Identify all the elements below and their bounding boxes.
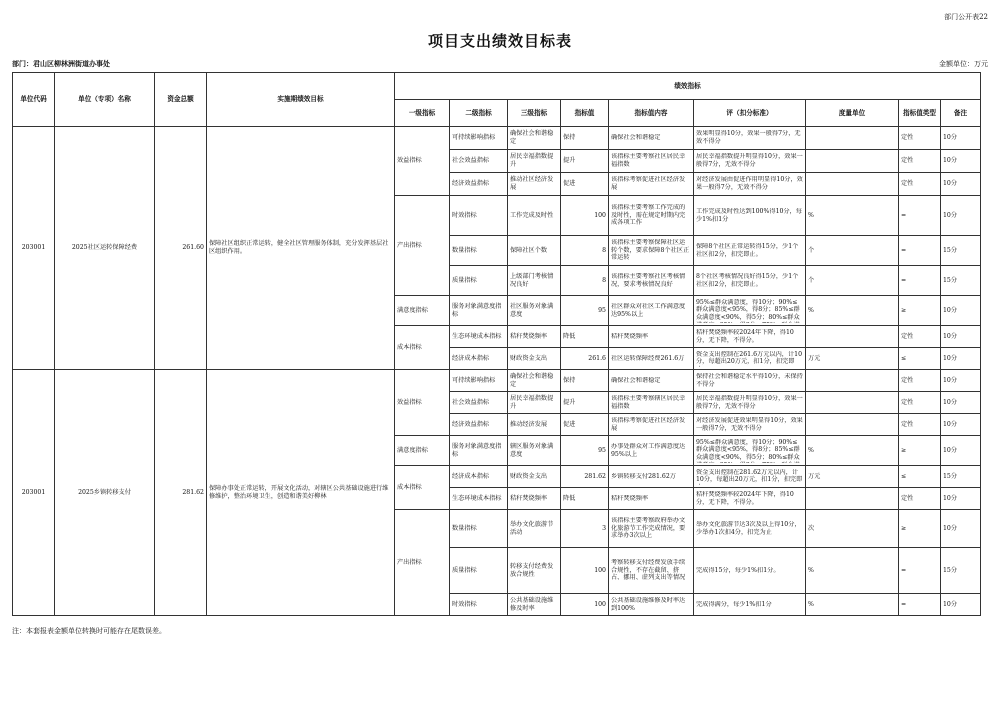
footer-note: 注：本套报表金额单位转换时可能存在尾数误差。 [12,627,166,635]
measure-cell: % [806,196,899,236]
score-cell [694,296,806,326]
content-text: 该指标主要考察工作完成的及时性，需在规定时期内完成各项工作 [611,203,686,227]
note-cell: 10分 [941,594,981,616]
measure-cell [806,414,899,436]
level3-cell: 辖区服务对象满意度 [508,436,561,466]
note-cell: 10分 [941,436,981,466]
score-text: 居民幸福指数提升明显得10分，效果一般得7分，无效不得分 [696,153,803,168]
level3-cell: 确保社会和谐稳定 [508,370,561,392]
level3-cell: 秸秆焚烧频率 [508,488,561,510]
content-cell [609,236,694,266]
value-cell: 保持 [561,370,609,392]
level1-cell: 满意度指标 [395,296,450,326]
level2-cell: 经济成本指标 [450,466,508,488]
type-cell: 定性 [899,414,941,436]
header-measure: 度量单位 [806,100,899,127]
note-cell: 10分 [941,414,981,436]
type-cell: 定性 [899,370,941,392]
table-row [13,370,981,392]
value-cell: 8 [561,266,609,296]
score-text: 95%≤群众满意度，得10分；90%≤群众满意度<95%，得8分；85%≤群众满意度<90%，得5分；80%≤群众 [696,438,800,461]
measure-cell: 万元 [806,348,899,370]
level3-cell: 举办文化旅游节活动 [508,510,561,548]
score-text: 效果明显得10分，效果一般得7分，无效不得分 [696,130,801,145]
type-cell: 定性 [899,488,941,510]
form-code: 部门公开表22 [944,13,988,21]
value-cell: 281.62 [561,466,609,488]
score-text: 居民幸福指数提升明显得10分，效果一般得7分，无效不得分 [696,394,803,410]
type-cell: ≥ [899,436,941,466]
score-text: 工作完成及时性达到100%得10分，每少1%扣1分 [696,207,802,223]
score-cell [694,488,806,510]
performance-table [12,72,981,616]
score-cell [694,548,806,594]
content-cell [609,594,694,616]
amount-unit-label: 金额单位：万元 [939,60,988,68]
score-text: 举办文化旅游节达3次及以上得10分，少举办1次扣4分，扣完为止 [696,520,801,536]
score-text: 完成得15分，每少1%扣1分。 [696,566,780,574]
header-content: 指标值内容 [609,100,694,127]
value-cell: 促进 [561,173,609,196]
score-text: 资金支出控制在281.62万元以内，计10分，每超出20万元，扣1分，扣完即 [696,468,803,484]
level3-cell: 推动社区经济发展 [508,173,561,196]
content-text: 该指标主要考察政府举办文化旅游节工作完成情况，要求举办3次以上 [611,516,686,540]
content-text: 该指标主要考察保障社区运转个数，要求保障8个社区正常运转 [611,238,690,262]
content-cell [609,510,694,548]
score-cell [694,594,806,616]
content-cell [609,296,694,326]
level2-cell: 生态环境成本指标 [450,488,508,510]
level1-cell: 效益指标 [395,127,450,196]
value-cell: 100 [561,548,609,594]
type-cell: 定性 [899,392,941,414]
project-total: 281.62 [155,370,207,616]
score-text: 8个社区考核情况良好得15分，少1个社区扣2分，扣完即止。 [696,272,799,288]
level2-cell: 经济效益指标 [450,173,508,196]
note-cell: 10分 [941,173,981,196]
score-text: 对经济发展由促进作用明显得10分，效果一般得7分，无效不得分 [696,176,803,191]
type-cell: = [899,594,941,616]
note-cell: 15分 [941,266,981,296]
level2-cell: 质量指标 [450,548,508,594]
type-cell: ≤ [899,348,941,370]
score-cell [694,414,806,436]
content-cell [609,466,694,488]
type-cell: = [899,236,941,266]
note-cell: 10分 [941,127,981,150]
level1-cell: 产出指标 [395,510,450,616]
note-cell: 10分 [941,326,981,348]
type-cell: ≥ [899,510,941,548]
header-score: 评（扣分标准） [694,100,806,127]
level2-cell: 可持续影响指标 [450,370,508,392]
content-text: 公共基础设施维修及时率达到100% [611,596,686,612]
note-cell: 10分 [941,370,981,392]
level2-cell: 质量指标 [450,266,508,296]
type-cell: 定性 [899,173,941,196]
project-code: 203001 [13,127,55,370]
level3-cell: 推动经济发展 [508,414,561,436]
content-text: 确保社会和谐稳定 [611,134,661,142]
level3-cell: 公共基础设施维修及时率 [508,594,561,616]
content-text: 该指标主要考察辖区居民幸福指数 [611,394,686,410]
score-cell [694,510,806,548]
measure-cell [806,173,899,196]
header-level1: 一级指标 [395,100,450,127]
content-cell [609,173,694,196]
level3-cell: 转移支付经费发放合规性 [508,548,561,594]
content-text: 该指标考察促进社区经济发展 [611,416,686,432]
level1-cell: 满意度指标 [395,436,450,466]
value-cell: 95 [561,436,609,466]
level1-cell: 成本指标 [395,326,450,370]
level3-cell: 上级部门考核情况良好 [508,266,561,296]
score-text: 95%≤群众满意度，得10分；90%≤群众满意度<95%，得8分；85%≤群众满意度<90%，得5分；80%≤群众 [696,298,800,321]
content-text: 秸秆焚烧频率 [611,332,649,340]
header-note: 备注 [941,100,981,127]
level1-cell: 产出指标 [395,196,450,296]
type-cell: ≤ [899,466,941,488]
measure-cell: 次 [806,510,899,548]
score-cell [694,348,806,370]
measure-cell [806,326,899,348]
header-level3: 三级指标 [508,100,561,127]
level2-cell: 经济效益指标 [450,414,508,436]
score-text: 完成得满分，每少1%扣1分 [696,600,772,608]
measure-cell: % [806,436,899,466]
score-text: 保持社会和谐稳定水平得10分，未保持不得分 [696,372,803,388]
level1-cell: 成本指标 [395,466,450,510]
header-unit-name: 单位（专项）名称 [55,73,155,127]
project-code: 203001 [13,370,55,616]
table-row [13,127,981,150]
content-cell [609,266,694,296]
value-cell: 降低 [561,488,609,510]
score-text: 秸秆焚烧频率较2024年下降，得10分，无下降，不得分。 [696,490,794,506]
note-cell: 10分 [941,488,981,510]
level3-cell: 社区服务对象满意度 [508,296,561,326]
header-level2: 二级指标 [450,100,508,127]
content-cell [609,548,694,594]
content-text: 该指标考察促进社区经济发展 [611,176,686,191]
content-text: 该指标主要考察社区居民幸福指数 [611,153,686,168]
value-cell: 提升 [561,150,609,173]
project-total: 261.60 [155,127,207,370]
level3-cell: 居民幸福指数提升 [508,392,561,414]
score-cell [694,392,806,414]
level2-cell: 服务对象满意度指标 [450,436,508,466]
content-cell [609,414,694,436]
type-cell: = [899,266,941,296]
level3-cell: 财政资金支出 [508,348,561,370]
measure-cell [806,392,899,414]
content-cell [609,436,694,466]
value-cell: 95 [561,296,609,326]
score-cell [694,370,806,392]
content-text: 秸秆焚烧频率 [611,494,649,502]
note-cell: 10分 [941,296,981,326]
type-cell: 定性 [899,127,941,150]
content-text: 该指标主要考察社区考核情况，要求考核情况良好 [611,272,686,288]
content-text: 办事处群众对工作满意度达95%以上 [611,442,686,458]
level3-cell: 居民幸福指数提升 [508,150,561,173]
level3-cell: 秸秆焚烧频率 [508,326,561,348]
measure-cell: % [806,296,899,326]
score-cell [694,266,806,296]
level2-cell: 经济成本指标 [450,348,508,370]
level3-cell: 工作完成及时性 [508,196,561,236]
project-goal: 保障办事处正常运转，开展文化活动，对辖区公共基础设施进行维修维护，整治环境卫生，创造和谐美好柳林 [207,370,395,616]
note-cell: 10分 [941,510,981,548]
measure-cell [806,370,899,392]
content-text: 社区群众对社区工作满意度达95%以上 [611,302,686,318]
level2-cell: 数量指标 [450,236,508,266]
measure-cell [806,150,899,173]
note-cell: 10分 [941,348,981,370]
score-cell [694,173,806,196]
note-cell: 10分 [941,196,981,236]
value-cell: 提升 [561,392,609,414]
content-text: 乡镇转移支付281.62万 [611,472,676,480]
content-cell [609,326,694,348]
content-cell [609,196,694,236]
department-label: 部门：君山区柳林洲街道办事处 [12,59,110,68]
score-text: 资金支出控制在261.6万元以内，计10分，每超出20万元，扣1分，扣完即 [696,350,803,366]
content-cell [609,392,694,414]
score-cell [694,150,806,173]
score-text: 保障8个社区正常运转得15分，少1个社区扣2分，扣完即止。 [696,242,799,258]
level2-cell: 数量指标 [450,510,508,548]
measure-cell: 万元 [806,466,899,488]
type-cell: = [899,196,941,236]
page-title: 项目支出绩效目标表 [427,32,572,50]
type-cell: = [899,548,941,594]
level2-cell: 生态环境成本指标 [450,326,508,348]
measure-cell [806,488,899,510]
score-cell [694,326,806,348]
content-cell [609,370,694,392]
note-cell: 15分 [941,548,981,594]
content-text: 确保社会和谐稳定 [611,376,661,384]
level2-cell: 社会效益指标 [450,392,508,414]
measure-cell: 个 [806,236,899,266]
level2-cell: 可持续影响指标 [450,127,508,150]
content-cell [609,348,694,370]
level3-cell: 财政资金支出 [508,466,561,488]
measure-cell: % [806,594,899,616]
level2-cell: 时效指标 [450,196,508,236]
content-text: 考察转移支付经费发放手续合规性，不存在截留、挤占、挪用、虚列支出等情况 [611,558,686,582]
note-cell: 10分 [941,150,981,173]
header-unit-code: 单位代码 [13,73,55,127]
value-cell: 100 [561,196,609,236]
score-text: 秸秆焚烧频率较2024年下降，得10分，无下降，不得分。 [696,328,794,344]
content-cell [609,150,694,173]
level2-cell: 服务对象满意度指标 [450,296,508,326]
score-cell [694,236,806,266]
measure-cell: 个 [806,266,899,296]
content-cell [609,127,694,150]
value-cell: 促进 [561,414,609,436]
project-name: 2025社区运转保障经费 [55,127,155,370]
type-cell: 定性 [899,150,941,173]
score-text: 对经济发展促进效果明显得10分，效果一般得7分，无效不得分 [696,416,803,432]
header-value: 指标值 [561,100,609,127]
level1-cell: 效益指标 [395,370,450,436]
type-cell: ≥ [899,296,941,326]
note-cell: 15分 [941,236,981,266]
note-cell: 15分 [941,466,981,488]
header-total: 资金总额 [155,73,207,127]
value-cell: 8 [561,236,609,266]
header-type: 指标值类型 [899,100,941,127]
value-cell: 100 [561,594,609,616]
header-goal: 实施期绩效目标 [207,73,395,127]
content-text: 社区运转保障经费261.6万 [611,354,685,362]
measure-cell: % [806,548,899,594]
score-cell [694,127,806,150]
level3-cell: 保障社区个数 [508,236,561,266]
value-cell: 降低 [561,326,609,348]
type-cell: 定性 [899,326,941,348]
note-cell: 10分 [941,392,981,414]
project-goal: 保障社区组织正常运转，健全社区管理服务体制，充分发挥基层社区组织作用。 [207,127,395,370]
content-cell [609,488,694,510]
project-name: 2025乡镇转移支付 [55,370,155,616]
level2-cell: 时效指标 [450,594,508,616]
value-cell: 保持 [561,127,609,150]
score-cell [694,436,806,466]
measure-cell [806,127,899,150]
header-performance: 绩效指标 [395,73,981,100]
level2-cell: 社会效益指标 [450,150,508,173]
score-cell [694,196,806,236]
value-cell: 3 [561,510,609,548]
score-cell [694,466,806,488]
level3-cell: 确保社会和谐稳定 [508,127,561,150]
value-cell: 261.6 [561,348,609,370]
